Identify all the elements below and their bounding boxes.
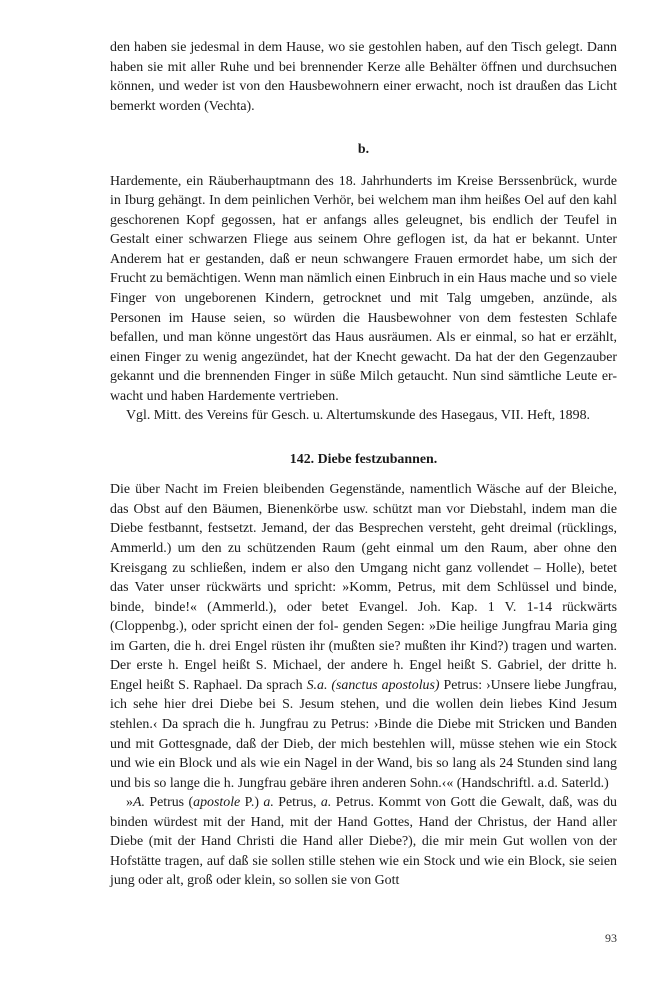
text-line: genden Segen: »Die heilige Jungfrau Maria ging im Garten, die h. drei Engel rüsten <box>110 619 617 654</box>
text-line: Petrus, mit dem Schlüssel und binde, binde, binde!« (Ammerld.), oder betet <box>110 580 617 615</box>
text-line: wacht und haben Hardemente vertrieben. <box>110 388 339 404</box>
italic-segment: a. <box>320 795 332 811</box>
text-line: durchsuchen können, und weder ist von den Hausbewohnern einer erwacht, noch <box>110 59 617 95</box>
paragraph-hardemente <box>110 172 617 407</box>
text-segment: Petrus. Kommt von Gott die Gewalt, daß, <box>331 795 573 811</box>
text-line: Hardemente, ein Räuberhauptmann des 18. Jahrhunderts im Kreise Berssenbrück, <box>110 173 578 189</box>
text-line: da hat er bekannt. Unter Anderem hat er gestanden, daß er neun schwangere <box>110 232 618 267</box>
text-line: den haben sie jedesmal in dem Hause, wo sie gestohlen haben, auf den Tisch gelegt. <box>110 40 584 55</box>
text-line: wurde in Iburg gehängt. In dem peinlichen Verhör, bei welchem man ihm heißes <box>110 173 617 209</box>
italic-segment: S.a. (sanctus apostolus) <box>306 677 440 693</box>
text-line: geht dreimal (rücklings, Ammerld.) um den zu schützenden Raum (geht einmal <box>110 521 617 557</box>
text-line: nicht ganz vollendet – Holle), betet das Vater unser rückwärts und spricht: »Komm, <box>110 560 618 596</box>
text-line: mit Gottesgnade, daß der Dieb, der mich bestehlen will, müsse stehen wie ein <box>135 736 581 752</box>
text-line: und die brennenden Finger in süße Milch getaucht. Nun sind sämtliche Leute er- <box>158 369 617 385</box>
text-line: sprach die h. Jungfrau zu Petrus: ›Binde die Diebe mit Stricken und Banden und <box>110 716 617 752</box>
text-segment: P.) <box>240 795 264 811</box>
paragraph-petrus-segen <box>110 793 617 891</box>
paragraph-theft-candle <box>110 38 617 116</box>
text-segment: Petrus ( <box>144 795 194 811</box>
text-line: Vgl. Mitt. des Vereins für Gesch. u. Altertumskunde des Hasegaus, VII. Heft, <box>126 408 556 424</box>
text-line: Die über Nacht im Freien bleibenden Gegenstände, namentlich Wäsche auf der <box>110 482 566 498</box>
text-line: 1898. <box>558 408 590 424</box>
text-line: Stock und wie ein Block und als wie ein Nagel in der Wand, bis so lang als 24 <box>110 736 617 772</box>
text-line: einen Einbruch in ein Haus mache und so viele Finger von ungeborenen Kindern, <box>110 271 617 307</box>
text-line: (Handschriftl. a.d. Saterld.) <box>456 775 609 791</box>
italic-segment: apostole <box>193 795 241 811</box>
italic-segment: a. <box>263 795 274 811</box>
text-line: würden die Hausbewohner von dem festesten Schlafe befallen, und man könne <box>110 310 617 346</box>
text-line: Stunden sind lang und bis so lange die h. Jungfrau gebäre ihren anderen Sohn.‹« <box>110 756 617 791</box>
text-segment: » <box>126 795 133 811</box>
text-line: ihr (mußten sie? mußten ihr Kind?) tragen und warten. Der erste h. Engel heißt <box>110 638 617 674</box>
text-line: endlich der Teufel in Gestalt einer schwarzen Fliege aus seinem Ohre geflogen ist, <box>110 212 617 248</box>
text-segment: Da sprach <box>246 677 307 693</box>
text-line: Dann haben sie mit aller Ruhe und bei brennender Kerze alle Behälter öffnen und <box>110 40 617 75</box>
italic-segment: A. <box>132 795 145 811</box>
paragraph-citation <box>110 406 617 426</box>
page-text-block <box>110 38 617 891</box>
paragraph-diebe-bannen <box>110 480 617 793</box>
text-line: und wie ein Block, sie seien jung oder alt, groß oder klein, so sollen sie von Gott <box>110 853 617 889</box>
text-segment: Petrus, <box>273 795 321 811</box>
text-line: ist draußen das Licht bemerkt worden (Vechta). <box>110 79 617 114</box>
text-line: was du binden würdest mit der Hand, mit der Hand Gottes, Hand der Christus, <box>110 795 617 830</box>
section-heading-142: 142. Diebe festzubannen. <box>289 451 438 467</box>
text-line-with-italic <box>126 795 573 810</box>
text-line: Gut wollen von der Hofstätte tragen, auf daß sie sollen stille stehen wie ein Stock <box>110 834 617 869</box>
section-heading-b: b. <box>357 142 370 158</box>
text-line: Frauen ermordet habe, um sich der Frucht zu bemächtigen. Wenn man nämlich <box>110 251 617 287</box>
text-line: wenig angezündet, hat der Knecht gewacht. Da hat der den Gegenzauber gekannt <box>110 349 617 385</box>
text-line: um den Raum, aber ohne den Kreisgang zu schließen, indem er also den Umgang <box>110 541 618 576</box>
page-number: 93 <box>605 931 617 945</box>
text-line: indem man die Diebe festbannt, festsetzt. Jemand, der das Besprechen versteht, <box>110 501 617 537</box>
text-segment: Petrus: ›Unsere liebe Jungfrau, ich sehe hier drei <box>110 677 617 713</box>
text-line: Bleiche, das Obst auf den Bäumen, Bienenkörbe usw. schützt man vor Diebstahl, <box>110 482 617 517</box>
text-line: getrocknet und mit Talg umgeben, anzünde, als Personen im Hause seien, so <box>110 291 618 326</box>
text-line: Evangel. Joh. Kap. 1 V. 1-14 rückwärts (Cloppenbg.), oder spricht einen der fol- <box>110 599 617 635</box>
text-line: Oel auf den kahl geschorenen Kopf gegossen, hat er anfangs alles geleugnet, bis <box>110 193 617 228</box>
text-line: ungestört das Haus ausräumen. Als er einmal, so hat er erzählt, einen Finger zu <box>110 330 617 365</box>
text-line: S. Michael, der andere h. Engel heißt S. Gabriel, der dritte h. Engel heißt S. Raphael. <box>110 658 618 693</box>
text-line: Diebe bei S. Jesum stehen, und die wollen dein liebes Kind Jesum stehlen.‹ Da <box>110 697 618 732</box>
text-line: der Hand aller Diebe (mit der Hand Christi die Hand aller Diebe?), die mir mein <box>110 814 617 850</box>
